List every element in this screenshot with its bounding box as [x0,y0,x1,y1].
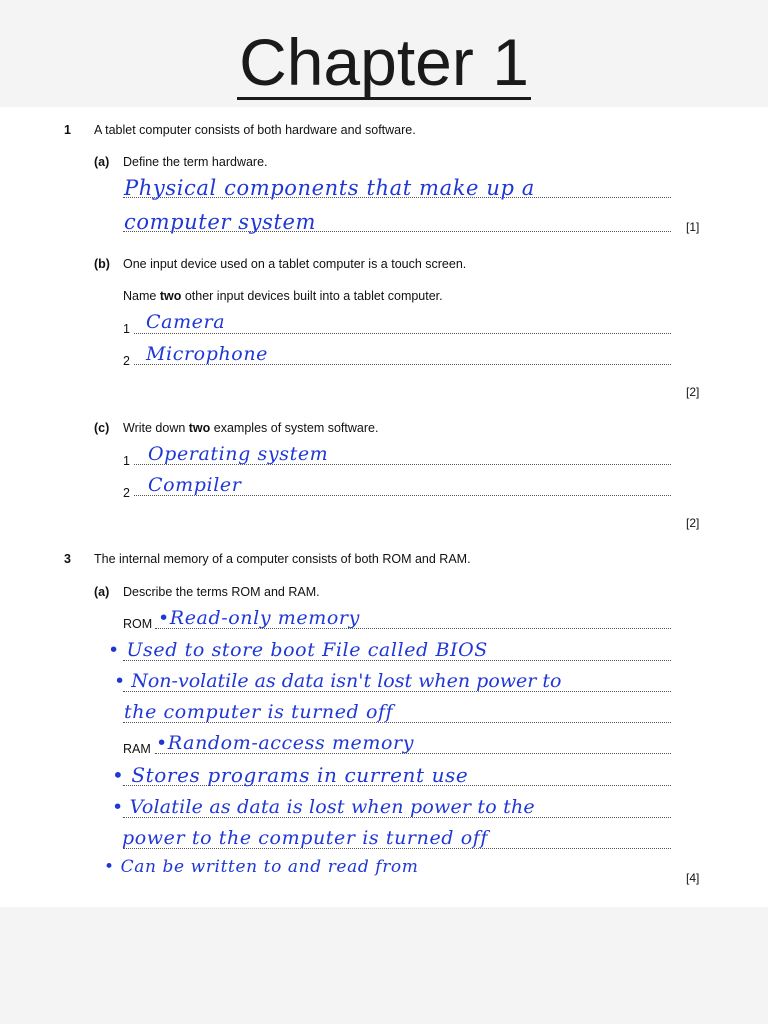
handwritten-answer: • Can be written to and read from [104,857,419,877]
answer-number: 1 [123,454,130,468]
handwritten-answer: Operating system [148,443,329,465]
handwritten-answer: • Used to store boot File called BIOS [108,639,488,661]
part-label: (a) [94,585,110,599]
answer-number: 2 [123,486,130,500]
marks-label: [4] [686,871,700,885]
part-label: (b) [94,257,110,271]
marks-label: [2] [686,385,700,399]
part-label: (c) [94,421,110,435]
answer-number: 1 [123,322,130,336]
page-title [0,22,768,102]
handwritten-answer: Compiler [148,474,242,496]
handwritten-answer: • Volatile as data is lost when power to the [112,796,535,818]
question-stem: A tablet computer consists of both hardware and software. [94,123,416,137]
prompt-text: examples of system software. [210,421,379,435]
prompt-text: Name [123,289,160,303]
marks-label: [2] [686,516,700,530]
part-stem: One input device used on a tablet computer is a touch screen. [123,257,467,271]
worksheet-page [0,107,768,907]
handwritten-answer: •Read-only memory [158,607,360,629]
ram-label: RAM [123,742,151,756]
handwritten-answer: • Non-volatile as data isn't lost when power to [114,670,562,692]
prompt-emphasis: two [159,289,182,303]
handwritten-answer: • Stores programs in current use [112,763,469,787]
handwritten-answer: the computer is turned off [124,701,394,723]
handwritten-answer: Microphone [146,343,269,365]
prompt-emphasis: two [188,421,211,435]
answer-line [134,333,671,334]
part-label: (a) [94,155,110,169]
handwritten-answer: Physical components that make up a [124,176,535,200]
prompt-text: other input devices built into a tablet computer. [181,289,443,303]
question-number: 3 [64,552,71,566]
question-stem: The internal memory of a computer consists of both ROM and RAM. [94,552,471,566]
part-prompt: Describe the terms ROM and RAM. [123,585,320,599]
answer-number: 2 [123,354,130,368]
handwritten-answer: Camera [146,311,226,333]
handwritten-answer: power to the computer is turned off [122,827,489,849]
handwritten-answer: computer system [124,210,317,234]
handwritten-answer: •Random-access memory [156,732,415,754]
marks-label: [1] [686,220,700,234]
prompt-text: Write down [123,421,189,435]
page-title-text: Chapter 1 [239,25,529,99]
question-number: 1 [64,123,71,137]
part-prompt [123,420,378,436]
rom-label: ROM [123,617,153,631]
part-prompt [123,288,443,304]
part-prompt: Define the term hardware. [123,155,268,169]
